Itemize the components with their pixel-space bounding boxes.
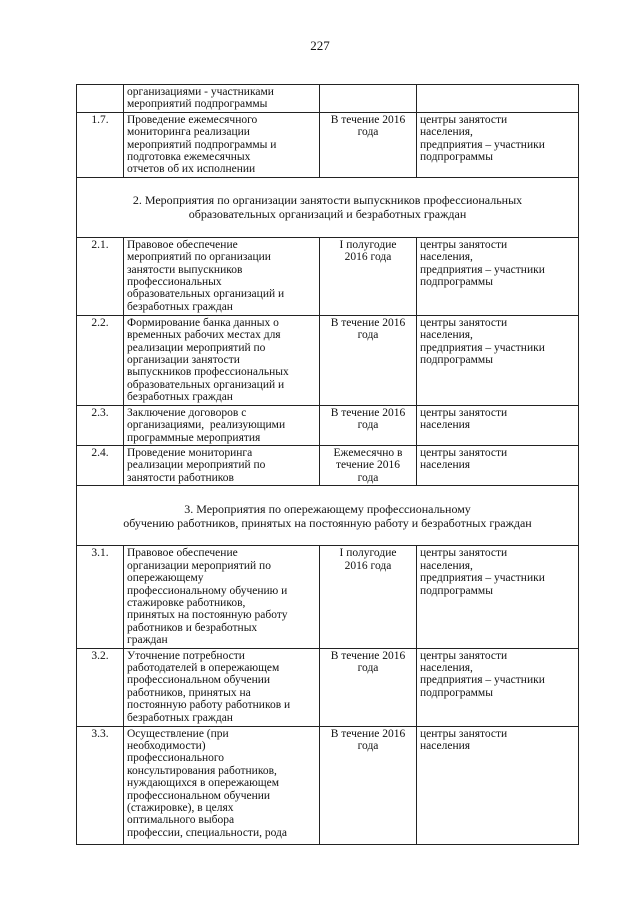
section-3-title: 3. Мероприятия по опережающему профессиональному обучению работников, принятых на постоянную работу и безработных граждан <box>77 486 579 546</box>
activity-term: I полугодие 2016 года <box>320 237 417 315</box>
page-number: 227 <box>310 38 330 53</box>
activity-name: Формирование банка данных о временных рабочих местах для реализации мероприятий по организации занятости выпускников профессиональных образовательных организаций и безработных граждан <box>124 315 320 405</box>
table-row <box>77 648 579 726</box>
row-number: 2.2. <box>77 315 124 405</box>
activity-term <box>320 85 417 113</box>
activity-executor: центры занятости населения <box>417 405 579 445</box>
row-number: 3.2. <box>77 648 124 726</box>
activity-name: Правовое обеспечение мероприятий по организации занятости выпускников профессиональных образовательных организаций и безработных граждан <box>124 237 320 315</box>
activity-executor <box>417 85 579 113</box>
row-number: 3.3. <box>77 726 124 844</box>
activity-name: Правовое обеспечение организации мероприятий по опережающему профессиональному обучению и стажировке работников, принятых на постоянную работу работников и безработных граждан <box>124 546 320 648</box>
activity-executor: центры занятости населения, предприятия – участники подпрограммы <box>417 237 579 315</box>
row-number: 2.1. <box>77 237 124 315</box>
activity-executor: центры занятости населения <box>417 726 579 844</box>
activity-term: I полугодие 2016 года <box>320 546 417 648</box>
activity-executor: центры занятости населения, предприятия – участники подпрограммы <box>417 648 579 726</box>
activities-table <box>76 84 579 845</box>
table-row <box>77 315 579 405</box>
activity-term: В течение 2016 года <box>320 112 417 177</box>
activity-executor: центры занятости населения, предприятия – участники подпрограммы <box>417 546 579 648</box>
table-row <box>77 112 579 177</box>
row-number <box>77 85 124 113</box>
activity-name: Осуществление (при необходимости) профессионального консультирования работников, нуждающихся в опережающем профессиональном обучении (стажировке), в целях оптимального выбора профессии, специальности, рода <box>124 726 320 844</box>
table-row <box>77 237 579 315</box>
table-row <box>77 405 579 445</box>
activity-executor: центры занятости населения <box>417 446 579 486</box>
section-heading-row <box>77 177 579 237</box>
row-number: 2.4. <box>77 446 124 486</box>
activity-name: Проведение ежемесячного мониторинга реализации мероприятий подпрограммы и подготовка ежемесячных отчетов об их исполнении <box>124 112 320 177</box>
activity-term: Ежемесячно в течение 2016 года <box>320 446 417 486</box>
activity-term: В течение 2016 года <box>320 405 417 445</box>
activity-term: В течение 2016 года <box>320 726 417 844</box>
table-row <box>77 726 579 844</box>
table-row <box>77 85 579 113</box>
table-row <box>77 546 579 648</box>
activity-name: организациями - участниками мероприятий подпрограммы <box>124 85 320 113</box>
table-row <box>77 446 579 486</box>
activity-term: В течение 2016 года <box>320 315 417 405</box>
activity-executor: центры занятости населения, предприятия – участники подпрограммы <box>417 112 579 177</box>
row-number: 1.7. <box>77 112 124 177</box>
row-number: 3.1. <box>77 546 124 648</box>
section-2-title: 2. Мероприятия по организации занятости выпускников профессиональных образовательных организаций и безработных граждан <box>77 177 579 237</box>
activity-executor: центры занятости населения, предприятия – участники подпрограммы <box>417 315 579 405</box>
activity-name: Заключение договоров с организациями, реализующими программные мероприятия <box>124 405 320 445</box>
row-number: 2.3. <box>77 405 124 445</box>
activity-term: В течение 2016 года <box>320 648 417 726</box>
activity-name: Уточнение потребности работодателей в опережающем профессиональном обучении работников, принятых на постоянную работу работников и безработных граждан <box>124 648 320 726</box>
activity-name: Проведение мониторинга реализации мероприятий по занятости работников <box>124 446 320 486</box>
section-heading-row <box>77 486 579 546</box>
